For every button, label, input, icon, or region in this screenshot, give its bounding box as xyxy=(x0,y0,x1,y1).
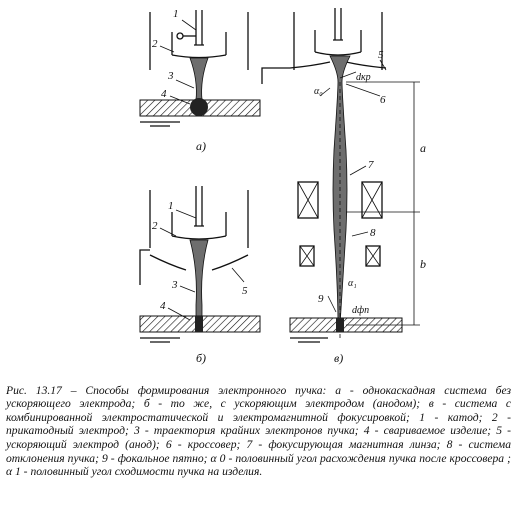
cathode-electrode-b xyxy=(172,212,226,236)
label-c-5: 5 xyxy=(378,49,384,61)
system-b xyxy=(140,186,260,365)
subfigure-label-a: а) xyxy=(196,139,206,153)
cathode-electrode-a xyxy=(172,32,226,55)
cathode-terminal-a xyxy=(177,33,183,39)
dimension-a: а xyxy=(420,141,426,155)
cathode-c xyxy=(333,8,343,40)
label-b-3: 3 xyxy=(172,279,178,291)
label-a-1: 1 xyxy=(173,8,179,20)
label-b-2: 2 xyxy=(152,220,158,232)
label-c-dfp: dфп xyxy=(352,305,370,316)
subfigure-label-c: в) xyxy=(334,351,344,365)
label-b-1: 1 xyxy=(168,200,174,212)
label-c-9: 9 xyxy=(318,293,324,305)
label-c-alpha0: α₀ xyxy=(314,86,323,97)
label-a-2: 2 xyxy=(152,38,158,50)
label-a-4: 4 xyxy=(161,88,167,100)
label-c-dkr: dкр xyxy=(356,72,371,83)
label-b-5: 5 xyxy=(242,285,248,297)
electrode-bottom-a xyxy=(172,55,226,58)
system-a xyxy=(140,8,260,153)
figure-caption: Рис. 13.17 – Способы формирования электронного пучка: а - однокаскадная система без ускоряющего электрода; б - то же, с ускоряющим электродом (анодом); в - система с комбинированной электростатической и электромагнитной фокусировкой; 1 - катод; 2 - прикатодный электрод; 3 - траектория крайних электронов пучка; 4 - свариваемое изделие; 5 - ускоряющий электрод (анод); 6 - кроссовер; 7 - фокусирующая магнитная линза; 8 - система отклонения пучка; 9 - фокальное пятно; α 0 - половинный угол расхождения пучка после кроссовера ; α 1 - половинный угол сходимости пучка на изделия. xyxy=(6,383,511,479)
subfigure-label-b: б) xyxy=(196,351,207,365)
dimension-b: b xyxy=(420,257,426,271)
label-c-8: 8 xyxy=(370,227,376,239)
label-c-alpha1: α₁ xyxy=(348,278,357,289)
label-a-3: 3 xyxy=(168,70,174,82)
cathode-a xyxy=(194,10,204,45)
weld-pool-a xyxy=(190,98,208,116)
label-c-6: 6 xyxy=(380,94,386,106)
label-b-4: 4 xyxy=(160,300,166,312)
label-c-7: 7 xyxy=(368,159,374,171)
cathode-b xyxy=(194,186,204,226)
system-c xyxy=(262,8,426,365)
